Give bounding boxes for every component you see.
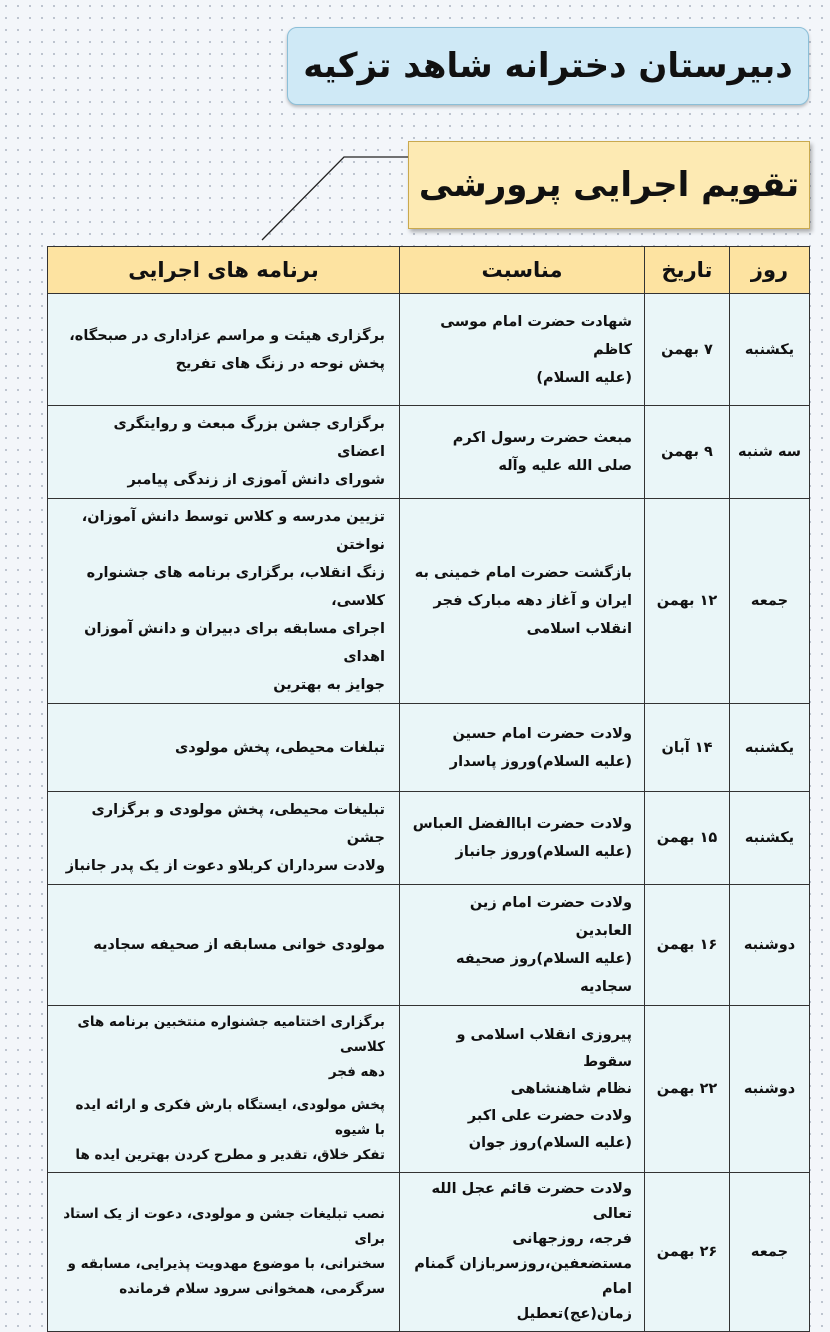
day-cell: دوشنبه — [730, 885, 810, 1006]
school-name: دبیرستان دخترانه شاهد تزکیه — [303, 46, 793, 86]
programs-cell — [48, 704, 400, 792]
occasion-line: فرجه، روزجهانی — [512, 1231, 632, 1247]
program-line: تزیین مدرسه و کلاس توسط دانش آموزان، نواختن — [81, 509, 385, 553]
program-line: سرگرمی، همخوانی سرود سلام فرمانده — [119, 1281, 385, 1297]
occasion-line: مستضعفین،روزسربازان گمنام امام — [414, 1256, 632, 1297]
date-cell: ۱۴ آبان — [645, 704, 730, 792]
schedule-table — [47, 246, 810, 1332]
table-row — [48, 406, 810, 499]
occasion-line: مبعث حضرت رسول اکرم — [452, 430, 632, 446]
occasion-cell — [400, 1006, 645, 1173]
occasion-line: ولادت حضرت امام زین العابدین — [469, 895, 632, 939]
occasion-cell — [400, 704, 645, 792]
occasion-line: ولادت حضرت امام حسین — [452, 725, 632, 742]
programs-cell — [48, 499, 400, 704]
program-line: مولودی خوانی مسابقه از صحیفه سجادیه — [93, 937, 385, 953]
occasion-line: ایران و آغاز دهه مبارک فجر — [433, 593, 632, 609]
date-cell: ۱۲ بهمن — [645, 499, 730, 704]
program-line: تفکر خلاق، تقدیر و مطرح کردن بهترین ایده ها — [75, 1147, 385, 1163]
occasion-cell — [400, 406, 645, 499]
program-line: تبلغات محیطی، پخش مولودی — [174, 739, 385, 756]
programs-cell — [48, 294, 400, 406]
date-cell: ۱۵ بهمن — [645, 792, 730, 885]
occasion-cell — [400, 499, 645, 704]
occasion-line: زمان(عج)تعطیل — [516, 1306, 632, 1322]
school-name-banner — [287, 27, 809, 105]
date-cell: ۲۶ بهمن — [645, 1173, 730, 1332]
occasion-line: ولادت حضرت اباالفضل العباس — [412, 816, 632, 832]
occasion-line: پیروزی انقلاب اسلامی و سقوط — [456, 1026, 632, 1070]
header-occasion: مناسبت — [400, 247, 645, 294]
occasion-line: (علیه السلام)روز جوان — [468, 1134, 632, 1151]
table-header-row — [48, 247, 810, 294]
table-row — [48, 704, 810, 792]
occasion-line: نظام شاهنشاهی — [510, 1080, 632, 1097]
programs-cell — [48, 406, 400, 499]
occasion-cell — [400, 885, 645, 1006]
table-row — [48, 294, 810, 406]
date-cell: ۲۲ بهمن — [645, 1006, 730, 1173]
occasion-line: (علیه السلام)وروز جانباز — [455, 844, 632, 860]
occasion-line: (علیه السلام)روز صحیفه سجادیه — [455, 951, 632, 995]
occasion-cell — [400, 1173, 645, 1332]
programs-cell — [48, 1006, 400, 1173]
date-cell: ۹ بهمن — [645, 406, 730, 499]
calendar-title: تقویم اجرایی پرورشی — [418, 165, 800, 205]
date-cell: ۱۶ بهمن — [645, 885, 730, 1006]
header-date: تاریخ — [645, 247, 730, 294]
program-line: تبلیغات محیطی، پخش مولودی و برگزاری جشن — [91, 802, 385, 846]
occasion-line: ولادت حضرت قائم عجل الله تعالی — [431, 1181, 632, 1222]
header-day: روز — [730, 247, 810, 294]
programs-cell — [48, 885, 400, 1006]
program-line: دهه فجر — [328, 1064, 385, 1080]
occasion-line: شهادت حضرت امام موسی کاظم — [440, 313, 632, 358]
day-cell: یکشنبه — [730, 792, 810, 885]
day-cell: یکشنبه — [730, 294, 810, 406]
program-line: جوایز به بهترین — [273, 677, 385, 693]
day-cell: دوشنبه — [730, 1006, 810, 1173]
day-cell: سه شنبه — [730, 406, 810, 499]
program-spacer — [62, 1085, 385, 1093]
table-row — [48, 792, 810, 885]
programs-cell — [48, 1173, 400, 1332]
program-line: برگزاری اختتامیه جشنواره منتخبین برنامه های کلاسی — [77, 1014, 385, 1055]
day-cell: جمعه — [730, 499, 810, 704]
program-line: پخش مولودی، ایستگاه بارش فکری و ارائه ایده با شیوه — [75, 1097, 385, 1138]
program-line: اجرای مسابقه برای دبیران و دانش آموزان اهدای — [84, 621, 385, 665]
occasion-line: (علیه السلام) — [536, 369, 632, 386]
occasion-line: ولادت حضرت علی اکبر — [467, 1107, 632, 1124]
occasion-line: صلی الله علیه وآله — [498, 458, 632, 474]
program-line: زنگ انقلاب، برگزاری برنامه های جشنواره کلاسی، — [86, 565, 385, 609]
program-line: برگزاری جشن بزرگ مبعث و روایتگری اعضای — [113, 416, 385, 460]
program-line: ولادت سرداران کربلاو دعوت از یک پدر جانباز — [65, 858, 385, 874]
programs-cell — [48, 792, 400, 885]
program-line: شورای دانش آموزی از زندگی پیامبر — [127, 472, 385, 488]
program-line: نصب تبلیغات جشن و مولودی، دعوت از یک استاد برای — [63, 1206, 385, 1247]
occasion-cell — [400, 792, 645, 885]
table-row — [48, 499, 810, 704]
table-row — [48, 1173, 810, 1332]
day-cell: جمعه — [730, 1173, 810, 1332]
program-line: سخنرانی، با موضوع مهدویت پذیرایی، مسابقه و — [67, 1256, 385, 1272]
day-cell: یکشنبه — [730, 704, 810, 792]
table-row — [48, 1006, 810, 1173]
occasion-line: انقلاب اسلامی — [526, 621, 632, 637]
header-programs: برنامه های اجرایی — [48, 247, 400, 294]
occasion-line: (علیه السلام)وروز پاسدار — [449, 753, 632, 770]
calendar-title-box — [408, 141, 810, 229]
occasion-cell — [400, 294, 645, 406]
occasion-line: بازگشت حضرت امام خمینی به — [414, 565, 632, 581]
table-row — [48, 885, 810, 1006]
date-cell: ۷ بهمن — [645, 294, 730, 406]
program-line: پخش نوحه در زنگ های تفریح — [175, 355, 385, 372]
program-line: برگزاری هیئت و مراسم عزاداری در صبحگاه، — [69, 327, 385, 344]
